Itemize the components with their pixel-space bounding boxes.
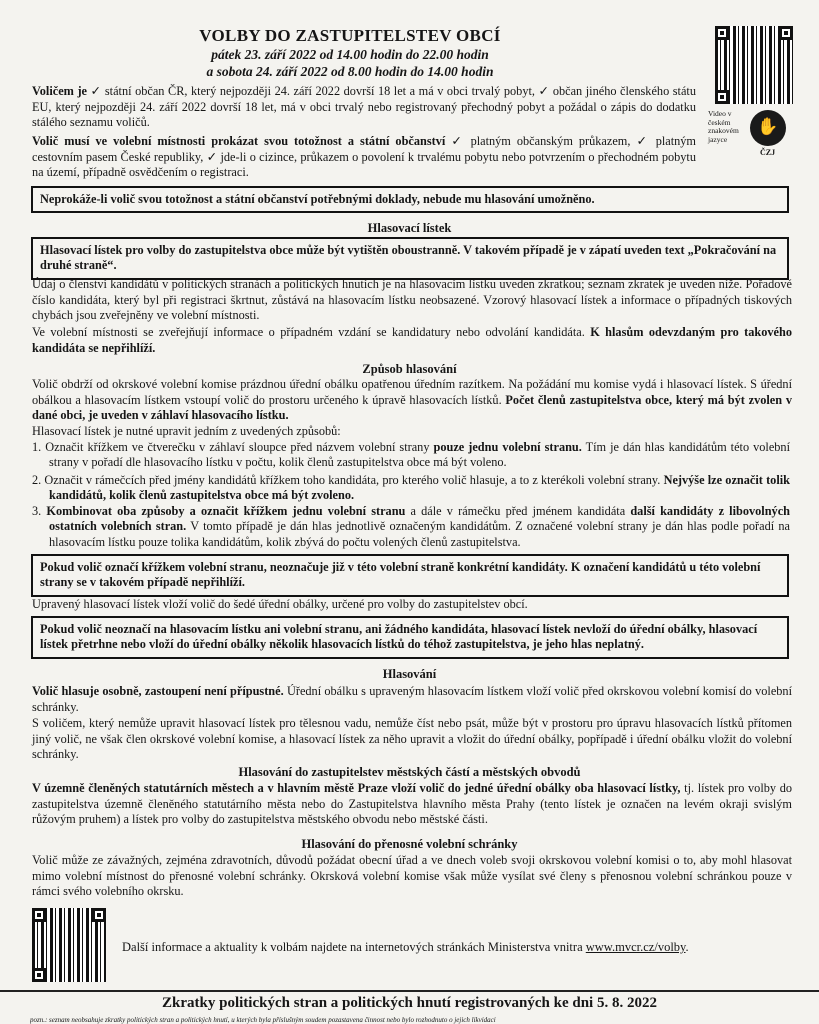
withdrawn-candidate-paragraph: Ve volební místnosti se zveřejňují informace o případném vzdání se kandidatury nebo odvolání kandidáta. K hlasům odevzdaným pro takového kandidáta se nepřihlíží. xyxy=(32,325,792,355)
envelope-paragraph: Volič obdrží od okrskové volební komise prázdnou úřední obálku opatřenou úředním razítkem. Na požádání mu komise vydá i hlasovací lístek. S úřední obálkou a hlasovacím lístkem vstoupí volič do prostoru určeného k úpravě hlasovacích lístků. Počet členů zastupitelstva obce, který má být zvolen v dané obci, je uveden v záhlaví hlasovacího lístku. xyxy=(32,377,792,423)
ballot-heading: Hlasovací lístek xyxy=(367,221,452,235)
info-qr-code[interactable] xyxy=(32,908,106,982)
divider xyxy=(0,990,819,992)
grey-envelope-paragraph: Upravený hlasovací lístek vloží volič do šedé úřední obálky, určené pro volby do zastupitelstev obcí. xyxy=(32,597,528,611)
assisted-voting-paragraph: S voličem, který nemůže upravit hlasovací lístek pro tělesnou vadu, nemůže číst nebo psát, může být v prostoru pro úpravu hlasovacích lístků přítomen jiný volič, ne však člen okrskové volební komise, a hlasovací lístek za něho upravit a vložit do úřední obálky, popřípadě i úřední obálku vložit do volební schránky. xyxy=(32,716,792,762)
identity-warning-box: Neprokáže-li volič svou totožnost a státní občanství potřebnými doklady, nebude mu hlasování umožněno. xyxy=(31,186,789,213)
video-qr-code[interactable] xyxy=(715,26,793,104)
election-date-line-2: a sobota 24. září 2022 od 8.00 hodin do 14.00 hodin xyxy=(206,64,494,79)
election-date-line-1: pátek 23. září 2022 od 14.00 hodin do 22.00 hodin xyxy=(211,47,489,62)
method-item-3: 3. Kombinovat oba způsoby a označit křížkem jednu volební stranu a dále v rámečku před jménem kandidáta další kandidáty z libovolných ostatních volebních stran. V tomto případě je dán hlas jednotlivě označeným kandidátům. Z označené volební strany je dán hlas podle pořadí na hlasovacím lístku pouze tolika kandidátům, kolik zbývá do počtu volených členů zastupitelstva. xyxy=(32,504,790,549)
voter-definition: Voličem je ✓ státní občan ČR, který nejpozději 24. září 2022 dovrší 18 let a má v obci trvalý pobyt, ✓ občan jiného členského státu EU, který nejpozději 24. září 2022 dovrší 18 let, má v obci trvalý nebo registrovaný přechodný pobyt a požádal o zápis do dodatku stálého seznamu voličů. xyxy=(32,84,696,130)
ballot-methods-intro: Hlasovací lístek je nutné upravit jedním z uvedených způsobů: xyxy=(32,424,341,438)
districts-heading: Hlasování do zastupitelstev městských částí a městských obvodů xyxy=(238,765,581,779)
districts-paragraph: V územně členěných statutárních městech a v hlavním městě Praze vloží volič do jedné úřední obálky oba hlasovací lístky, tj. lístek pro volby do zastupitelstva územně členěného statutárního města nebo do Zastupitelstva hlavního města Prahy (tento lístek je označen na levém okraji svislým růžovým pruhem) a lístek pro volby do zastupitelstva městského obvodu nebo městské části. xyxy=(32,781,792,827)
ballot-double-sided-box: Hlasovací lístek pro volby do zastupitelstva obce může být vytištěn oboustranně. V takovém případě je v zápatí uveden text „Pokračování na druhé straně“. xyxy=(31,237,789,280)
footnote: pozn.: seznam neobsahuje zkratky politických stran a politických hnutí, u kterých byla příslušným soudem pozastavena činnost nebo bylo rozhodnuto o jejich likvidaci xyxy=(30,1016,496,1024)
voting-method-heading: Způsob hlasování xyxy=(362,362,457,376)
method-item-1: 1. Označit křížkem ve čtverečku v záhlaví sloupce před názvem volební strany pouze jednu volební stranu. Tím je dán hlas kandidátům této volební strany v pořadí dle hlasovacího lístku v počtu, kolik členů zastupitelstva obce má být voleno. xyxy=(32,440,790,470)
method-item-2: 2. Označit v rámečcích před jmény kandidátů křížkem toho kandidáta, pro kterého volič hlasuje, a to z kterékoli volební strany. Nejvýše lze označit tolik kandidátů, kolik členů zastupitelstva obce má být zvoleno. xyxy=(32,473,790,503)
portable-box-heading: Hlasování do přenosné volební schránky xyxy=(301,837,518,851)
ballot-paragraph: Údaj o členství kandidátů v politických stranách a politických hnutích je na hlasovacím lístku uveden zkratkou; seznam zkratek je uveden níže. Pořadové číslo kandidáta, který byl při registraci škrtnut, zůstává na hlasovacím lístku neobsazené. Vzorový hlasovací lístek a informace o případných tiskových chybách jsou zveřejněny ve volební místnosti. xyxy=(32,277,792,323)
portable-box-paragraph: Volič může ze závažných, zejména zdravotních, důvodů požádat obecní úřad a ve dnech voleb svoji okrskovou volební komisi o to, aby mohl hlasovat mimo volební místnost do přenosné volební schránky. Okrsková volební komise však může vysílat své členy s přenosnou volební schránkou pouze v rámci svého volebního okrsku. xyxy=(32,853,792,899)
sign-language-icon: ✋ xyxy=(750,110,786,146)
more-info-text: Další informace a aktuality k volbám najdete na internetových stránkách Ministerstva vnitra www.mvcr.cz/volby. xyxy=(122,940,689,954)
mvcr-link[interactable]: www.mvcr.cz/volby xyxy=(585,940,686,954)
personal-voting-paragraph: Volič hlasuje osobně, zastoupení není přípustné. Úřední obálku s upraveným hlasovacím lístkem vloží volič před okrskovou volební komisí do volební schránky. xyxy=(32,684,792,714)
video-note: Video v českém znakovém jazyce xyxy=(708,109,739,144)
identity-requirement: Volič musí ve volební místnosti prokázat svou totožnost a státní občanství ✓ platným občanským průkazem, ✓ platným cestovním pasem České republiky, ✓ jde-li o cizince, průkazem o povolení k trvalému pobytu nebo potvrzením o přechodném pobytu na území, případně osvědčením o registraci. xyxy=(32,134,697,180)
czj-badge: ČZJ xyxy=(760,148,776,157)
abbreviations-title: Zkratky politických stran a politických hnutí registrovaných ke dni 5. 8. 2022 xyxy=(162,995,657,1011)
party-marking-box: Pokud volič označí křížkem volební stranu, neoznačuje již v této volební straně konkrétní kandidáty. K označení kandidátů u této volební strany se v takovém případě nepřihlíží. xyxy=(31,554,789,597)
voting-heading: Hlasování xyxy=(382,667,437,681)
invalid-vote-box: Pokud volič neoznačí na hlasovacím lístku ani volební stranu, ani žádného kandidáta, hlasovací lístek nevloží do úřední obálky, hlasovací lístek přetrhne nebo vloží do úřední obálky několik hlasovacích lístků do téhož zastupitelstva, je jeho hlas neplatný. xyxy=(31,616,789,659)
page-title: VOLBY DO ZASTUPITELSTEV OBCÍ xyxy=(199,26,501,45)
